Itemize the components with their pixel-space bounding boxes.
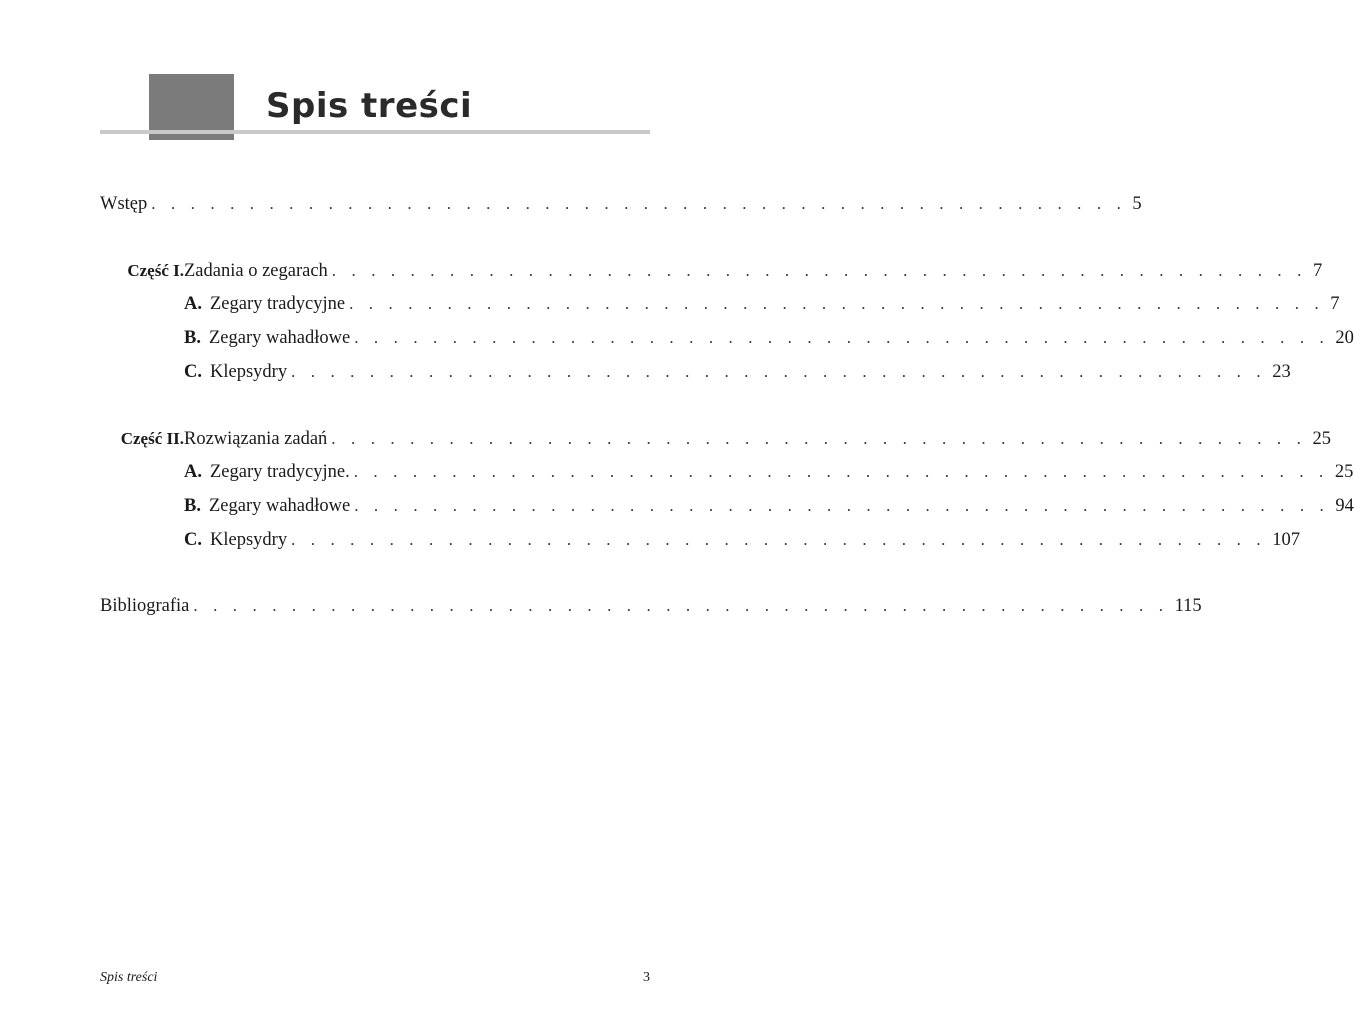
toc-entry-part-2[interactable] [100, 425, 1331, 453]
toc-entry-title: Rozwiązania zadań [184, 429, 328, 449]
toc-entry-title: Bibliografia [100, 596, 190, 616]
toc-entry-title: Klepsydry [210, 530, 288, 550]
toc-entry-page: 7 [1330, 294, 1340, 314]
toc-entry-page: 115 [1174, 596, 1202, 616]
dot-leader: . . . . . . . . . . . . . . . . . . . . . . . . . . . . . . . . . . . . . . . . . . . . . . . . . . [193, 596, 1169, 615]
footer-page-number: 3 [643, 970, 650, 985]
section-letter: B. [184, 496, 201, 516]
section-letter: A. [184, 294, 202, 314]
footer-section-title: Spis treści [100, 970, 158, 985]
toc-entry-title: Wstęp [100, 194, 148, 214]
dot-leader: . . . . . . . . . . . . . . . . . . . . . . . . . . . . . . . . . . . . . . . . . . . . . . . . . . [331, 261, 1307, 280]
toc-entry-page: 20 [1335, 328, 1354, 348]
toc-entry-part-1-a[interactable] [100, 290, 1340, 318]
toc-entry-part-1-c[interactable] [100, 358, 1291, 386]
toc-entry-page: 94 [1335, 496, 1354, 516]
toc-entry-part-2-a[interactable] [100, 458, 1354, 486]
toc-entry-title: Klepsydry [210, 362, 288, 382]
dot-leader: . . . . . . . . . . . . . . . . . . . . . . . . . . . . . . . . . . . . . . . . . . . . . . . . . . [331, 429, 1307, 448]
toc-entry-title: Zegary wahadłowe [208, 328, 351, 348]
dot-leader: . . . . . . . . . . . . . . . . . . . . . . . . . . . . . . . . . . . . . . . . . . . . . . . . . . [354, 496, 1330, 515]
page-title: Spis treści [266, 86, 473, 126]
toc-entry-page: 25 [1334, 462, 1354, 482]
toc-entry-title: Zegary tradycyjne [210, 294, 346, 314]
part-label: Część I. [127, 261, 184, 280]
section-letter: B. [184, 328, 201, 348]
dot-leader: . . . . . . . . . . . . . . . . . . . . . . . . . . . . . . . . . . . . . . . . . . . . . . . . . . [291, 362, 1267, 381]
section-letter: A. [184, 462, 202, 482]
dot-leader: . . . . . . . . . . . . . . . . . . . . . . . . . . . . . . . . . . . . . . . . . . . . . . . . . . [354, 328, 1330, 347]
header-rule [100, 130, 650, 134]
dot-leader: . . . . . . . . . . . . . . . . . . . . . . . . . . . . . . . . . . . . . . . . . . . . . . . . . . [151, 194, 1127, 213]
toc-entry-part-2-c[interactable] [100, 526, 1300, 554]
toc-entry-page: 7 [1312, 261, 1323, 281]
part-label: Część II. [120, 429, 184, 448]
toc-entry-title: Zadania o zegarach [184, 261, 328, 281]
toc-entry-part-1[interactable] [100, 257, 1323, 285]
section-letter: C. [184, 530, 202, 550]
toc-entry-page: 23 [1272, 362, 1291, 382]
toc-entry-part-2-b[interactable] [100, 492, 1354, 520]
dot-leader: . . . . . . . . . . . . . . . . . . . . . . . . . . . . . . . . . . . . . . . . . . . . . . . . . . [349, 294, 1325, 313]
toc-entry-page: 5 [1132, 194, 1142, 214]
toc-entry-page: 25 [1312, 429, 1331, 449]
toc-entry-title: Zegary wahadłowe [208, 496, 351, 516]
dot-leader: . . . . . . . . . . . . . . . . . . . . . . . . . . . . . . . . . . . . . . . . . . . . . . . . . . [353, 462, 1329, 481]
section-letter: C. [184, 362, 202, 382]
toc-entry-bibliography[interactable] [100, 592, 1202, 620]
toc-entry-part-1-b[interactable] [100, 324, 1354, 352]
toc-entry-page: 107 [1272, 530, 1300, 550]
toc-entry-intro[interactable] [100, 190, 1142, 218]
dot-leader: . . . . . . . . . . . . . . . . . . . . . . . . . . . . . . . . . . . . . . . . . . . . . . . . . . [291, 530, 1267, 549]
toc-entry-title: Zegary tradycyjne. [210, 462, 350, 482]
